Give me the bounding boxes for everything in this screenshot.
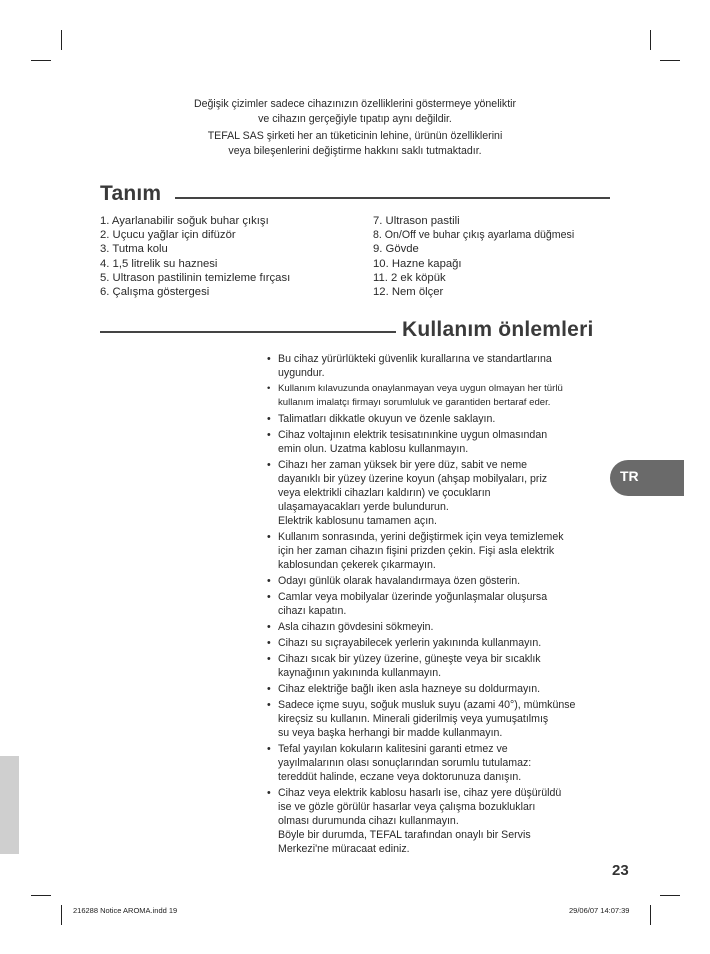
precaution-text: Cihazı her zaman yüksek bir yere düz, sabit ve neme dayanıklı bir yüzey üzerine koyun (ahşap mobilyaları, priz veya elektrikli cihazları kaldırın) ve çocukların ulaşamayacakları yerde bulundurun. Elektrik kablosunu tamamen açın. (278, 459, 548, 527)
list-item: 6. Çalışma göstergesi (100, 286, 210, 299)
parts-list-left (100, 214, 290, 299)
list-item: 12. Nem ölçer (373, 286, 444, 299)
bullet-icon: • (267, 383, 271, 394)
page-number: 23 (612, 862, 629, 879)
list-item (266, 698, 614, 740)
list-item: 2. Uçucu yağlar için difüzör (100, 229, 236, 242)
bullet-icon: • (267, 683, 271, 695)
crop-mark (61, 905, 62, 925)
precaution-text: Tefal yayılan kokuların kalitesini garanti etmez ve yayılmalarının olası sonuçlarından sorumlu tutulamaz: tereddüt halinde, eczane veya doktorunuza danışın. (278, 743, 532, 783)
precaution-text: Kullanım kılavuzunda onaylanmayan veya uygun olmayan her türlü kullanım imalatçı firmayı sorumluluk ve garantiden bertaraf eder. (278, 383, 563, 408)
list-item (266, 636, 614, 650)
precaution-text: Kullanım sonrasında, yerini değiştirmek için veya temizlemek için her zaman cihazın fişini prizden çekin. Fişi asla elektrik kablosundan çekerek çıkarmayın. (278, 531, 564, 571)
precaution-text: Cihaz elektriğe bağlı iken asla hazneye su doldurmayın. (278, 683, 541, 695)
bullet-icon: • (267, 429, 271, 441)
footer-date: 29/06/07 14:07:39 (569, 906, 630, 915)
section-rule (100, 331, 396, 333)
section-rule (175, 197, 610, 199)
list-item (266, 652, 614, 680)
crop-mark (31, 895, 51, 896)
list-item: 7. Ultrason pastili (373, 215, 460, 227)
crop-mark (660, 895, 680, 896)
list-item: 5. Ultrason pastilinin temizleme fırçası (100, 271, 291, 284)
bullet-icon: • (267, 787, 271, 799)
disclaimer-note: Değişik çizimler sadece cihazınızın özelliklerini göstermeye yöneliktir ve cihazın gerçeğiyle tıpatıp aynı değildir. (193, 98, 517, 125)
crop-mark (650, 905, 651, 925)
precaution-text: Asla cihazın gövdesini sökmeyin. (278, 621, 434, 633)
list-item (266, 428, 614, 456)
bullet-icon: • (267, 459, 271, 471)
crop-mark (31, 60, 51, 61)
bullet-icon: • (267, 413, 271, 425)
bullet-icon: • (267, 621, 271, 633)
precaution-text: Odayı günlük olarak havalandırmaya özen gösterin. (278, 575, 521, 587)
list-item (266, 590, 614, 618)
crop-mark (61, 30, 62, 50)
section-title-precautions: Kullanım önlemleri (402, 318, 594, 341)
crop-mark (650, 30, 651, 50)
list-item (266, 742, 614, 784)
bullet-icon: • (267, 531, 271, 543)
bullet-icon: • (267, 591, 271, 603)
bullet-icon: • (267, 353, 271, 365)
rights-note: TEFAL SAS şirketi her an tüketicinin lehine, ürünün özelliklerini veya bileşenlerini değiştirme hakkını saklı tutmaktadır. (207, 130, 503, 157)
list-item: 4. 1,5 litrelik su haznesi (100, 257, 218, 270)
precaution-text: Cihazı sıcak bir yüzey üzerine, güneşte veya bir sıcaklık kaynağının yakınında kullanmayın. (278, 653, 541, 679)
section-title-tanim: Tanım (100, 182, 162, 205)
precaution-text: Talimatları dikkatle okuyun ve özenle saklayın. (278, 413, 496, 425)
precaution-text: Sadece içme suyu, soğuk musluk suyu (azami 40°), mümkünse kireçsiz su kullanın. Minerali giderilmiş veya yumuşatılmış su veya başka herhangi bir madde kullanmayın. (278, 699, 576, 739)
list-item (266, 412, 614, 426)
list-item (266, 620, 614, 634)
bullet-icon: • (267, 743, 271, 755)
precaution-text: Bu cihaz yürürlükteki güvenlik kurallarına ve standartlarına uygundur. (278, 353, 552, 379)
list-item: 3. Tutma kolu (100, 243, 168, 256)
parts-list-right (373, 214, 574, 299)
bullet-icon: • (267, 637, 271, 649)
precaution-text: Cihaz voltajının elektrik tesisatınınkine uygun olmasından emin olun. Uzatma kablosu kullanmayın. (278, 429, 548, 455)
precaution-text: Camlar veya mobilyalar üzerinde yoğunlaşmalar oluşursa cihazı kapatın. (278, 591, 548, 617)
bullet-icon: • (267, 653, 271, 665)
language-label: TR (620, 468, 639, 484)
precautions-list (266, 352, 614, 858)
list-item (266, 352, 614, 380)
precaution-text: Cihaz veya elektrik kablosu hasarlı ise, cihaz yere düşürüldü ise ve gözle görülür hasarlar veya çalışma bozuklukları olması durumunda cihazı kullanmayın. Böyle bir durumda, TEFAL tarafından onaylı bir Servis Merkezi'ne müracaat ediniz. (278, 787, 562, 855)
crop-mark (660, 60, 680, 61)
list-item (266, 382, 614, 410)
list-item: 9. Gövde (373, 243, 419, 256)
bullet-icon: • (267, 699, 271, 711)
list-item (266, 574, 614, 588)
precaution-text: Cihazı su sıçrayabilecek yerlerin yakınında kullanmayın. (278, 637, 542, 649)
language-tab (610, 460, 684, 496)
list-item: 11. 2 ek köpük (373, 271, 446, 284)
list-item: 8. On/Off ve buhar çıkış ayarlama düğmesi (373, 229, 575, 242)
list-item (266, 458, 614, 528)
side-thumb-bar (0, 756, 19, 854)
list-item (266, 682, 614, 696)
list-item: 10. Hazne kapağı (373, 257, 462, 270)
list-item (266, 786, 614, 856)
bullet-icon: • (267, 575, 271, 587)
list-item: 1. Ayarlanabilir soğuk buhar çıkışı (100, 215, 269, 227)
footer-file: 216288 Notice AROMA.indd 19 (73, 906, 178, 915)
list-item (266, 530, 614, 572)
